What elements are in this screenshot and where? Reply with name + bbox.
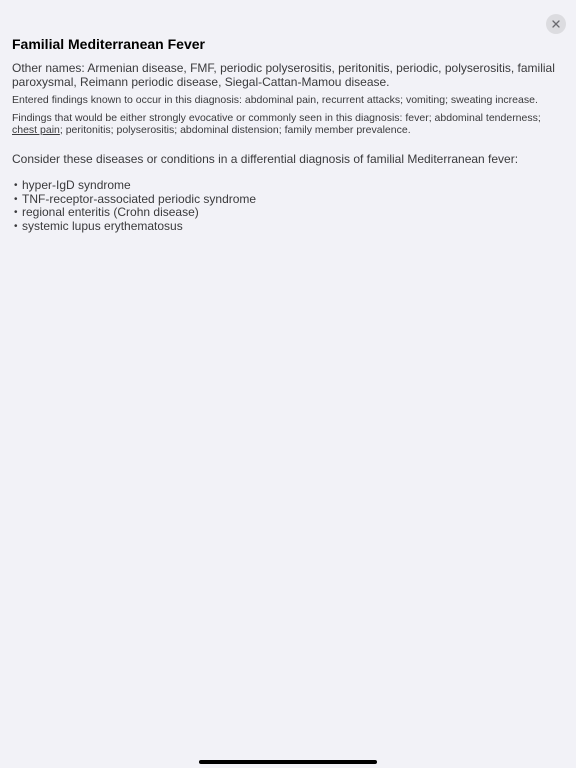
list-item — [12, 179, 560, 193]
differential-item-label: TNF-receptor-associated periodic syndrome — [22, 191, 257, 206]
evocative-findings-prefix: Findings that would be either strongly evocative or commonly seen in this diagnosis: fever; abdominal tenderness; — [12, 112, 541, 124]
bullet-icon: • — [14, 193, 18, 205]
differential-intro-text: Consider these diseases or conditions in a differential diagnosis of familial Mediterranean fever: — [12, 152, 519, 166]
differential-item-label: regional enteritis (Crohn disease) — [22, 205, 199, 219]
bullet-icon: • — [14, 220, 18, 232]
evocative-findings-suffix: ; peritonitis; polyserositis; abdominal distension; family member prevalence. — [59, 124, 411, 136]
differential-item-label: hyper-IgD syndrome — [22, 178, 131, 192]
diagnosis-content — [12, 61, 560, 233]
differential-list — [12, 179, 560, 233]
chest-pain-link[interactable]: chest pain — [12, 124, 60, 136]
list-item — [12, 193, 560, 207]
bullet-icon: • — [14, 180, 18, 191]
home-indicator[interactable] — [199, 760, 377, 764]
list-item — [12, 206, 560, 220]
page-title: Familial Mediterranean Fever — [12, 36, 205, 52]
bullet-icon: • — [14, 207, 18, 218]
close-button[interactable] — [546, 14, 566, 34]
differential-item-label: systemic lupus erythematosus — [22, 218, 183, 233]
evocative-findings-text — [12, 112, 560, 136]
other-names-text: Other names: Armenian disease, FMF, periodic polyserositis, peritonitis, periodic, polyserositis, familial paroxysmal, Reimann periodic disease, Siegal-Cattan-Mamou disease. — [12, 61, 555, 89]
entered-findings-text: Entered findings known to occur in this diagnosis: abdominal pain, recurrent attacks; vomiting; sweating increase. — [12, 94, 538, 106]
list-item — [12, 220, 560, 234]
close-icon — [552, 20, 560, 28]
